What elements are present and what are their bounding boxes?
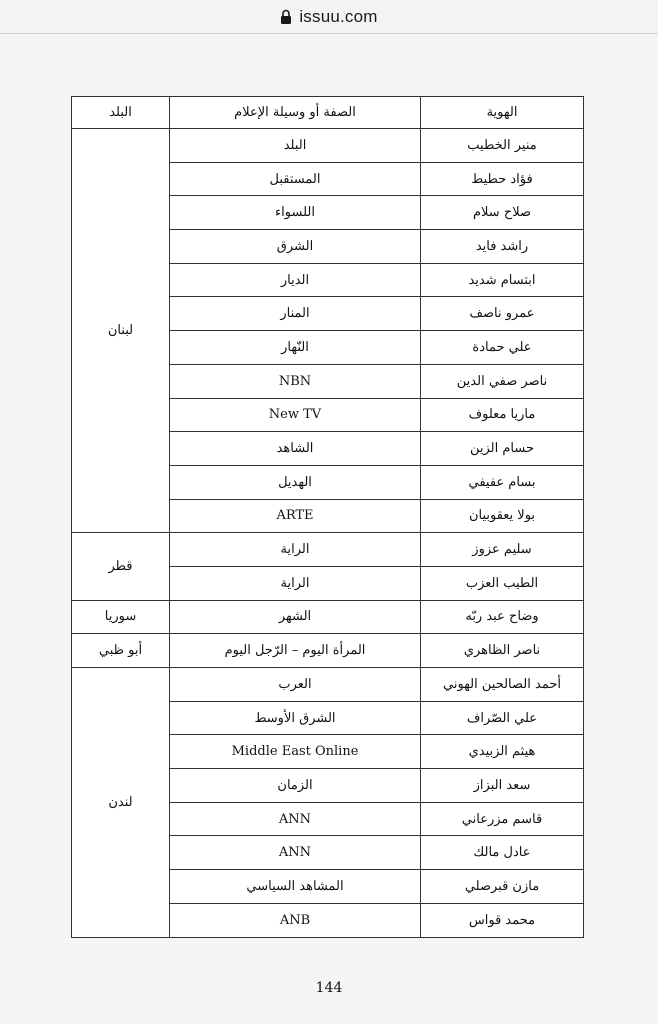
cell-country: لندن [72,668,170,938]
cell-identity: ناصر الظاهري [421,634,584,668]
cell-country: أبو ظبي [72,634,170,668]
cell-identity: بسام عفيفي [421,465,584,499]
cell-identity: مازن قبرصلي [421,870,584,904]
table-row [72,668,584,702]
cell-identity: علي حمادة [421,331,584,365]
cell-medium: Middle East Online [170,735,421,769]
cell-country: قطر [72,533,170,600]
cell-identity: سعد البزاز [421,769,584,803]
cell-medium: ANB [170,903,421,937]
cell-identity: قاسم مزرعاني [421,802,584,836]
cell-medium: الديار [170,263,421,297]
cell-identity: سليم عزوز [421,533,584,567]
cell-medium: الشرق [170,230,421,264]
cell-identity: علي الصّراف [421,701,584,735]
browser-address-bar[interactable] [0,0,658,34]
cell-medium: ANN [170,836,421,870]
cell-medium: الزمان [170,769,421,803]
cell-medium: النّهار [170,331,421,365]
header-country: البلد [72,97,170,129]
cell-medium: البلد [170,129,421,163]
cell-identity: بولا يعقوبيان [421,499,584,533]
cell-medium: اللسواء [170,196,421,230]
cell-identity: منير الخطيب [421,129,584,163]
url-domain: issuu.com [299,6,378,26]
cell-identity: أحمد الصالحين الهوني [421,668,584,702]
cell-identity: فؤاد حطيط [421,162,584,196]
header-medium: الصفة أو وسيلة الإعلام [170,97,421,129]
cell-identity: عادل مالك [421,836,584,870]
cell-identity: وضاح عبد ربّه [421,600,584,634]
cell-identity: ناصر صفي الدين [421,364,584,398]
cell-medium: المشاهد السياسي [170,870,421,904]
cell-medium: الراية [170,533,421,567]
cell-identity: صلاح سلام [421,196,584,230]
cell-country: سوريا [72,600,170,634]
table-body [72,129,584,938]
cell-medium: المنار [170,297,421,331]
cell-medium: الراية [170,566,421,600]
cell-country: لبنان [72,129,170,533]
page-number: 144 [315,980,343,996]
cell-medium: المستقبل [170,162,421,196]
cell-identity: ابتسام شديد [421,263,584,297]
cell-medium: الهديل [170,465,421,499]
cell-identity: عمرو ناصف [421,297,584,331]
cell-identity: محمد قواس [421,903,584,937]
cell-identity: راشد فايد [421,230,584,264]
cell-medium: New TV [170,398,421,432]
lock-icon [280,9,292,24]
media-table [71,96,584,938]
cell-medium: الشاهد [170,432,421,466]
table-row [72,533,584,567]
cell-medium: NBN [170,364,421,398]
header-identity: الهوية [421,97,584,129]
table-row [72,634,584,668]
cell-identity: الطيب العزب [421,566,584,600]
cell-medium: العرب [170,668,421,702]
table-header-row [72,97,584,129]
cell-medium: الشرق الأوسط [170,701,421,735]
table-row [72,129,584,163]
cell-identity: ماريا معلوف [421,398,584,432]
cell-identity: هيثم الزبيدي [421,735,584,769]
cell-medium: المرأة اليوم – الرّجل اليوم [170,634,421,668]
cell-medium: ARTE [170,499,421,533]
table-row [72,600,584,634]
cell-medium: الشهر [170,600,421,634]
cell-identity: حسام الزين [421,432,584,466]
cell-medium: ANN [170,802,421,836]
